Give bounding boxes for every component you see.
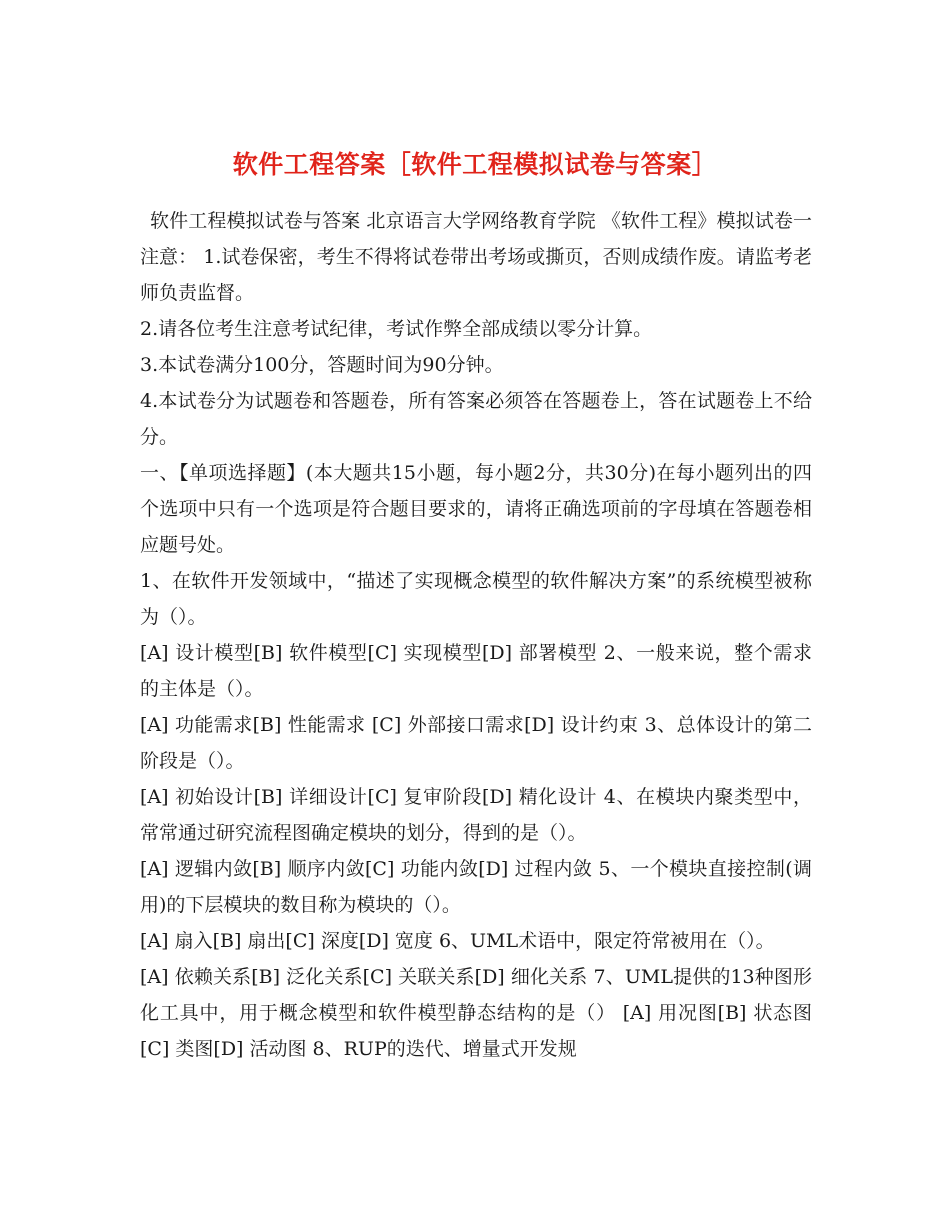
paragraph-rule-2: 2.请各位考生注意考试纪律，考试作弊全部成绩以零分计算。 (140, 318, 653, 340)
document-title: 软件工程答案［软件工程模拟试卷与答案］ (232, 149, 718, 179)
question-1-options: [A] 设计模型[B] 软件模型[C] 实现模型[D] 部署模型 2、一般来说，整个需求的主体是（）。 (140, 642, 812, 700)
question-2-options: [A] 功能需求[B] 性能需求 [C] 外部接口需求[D] 设计约束 3、总体设计的第二阶段是（）。 (140, 714, 812, 772)
paragraph-rule-4: 4.本试卷分为试题卷和答题卷，所有答案必须答在答题卷上，答在试题卷上不给分。 (140, 390, 812, 448)
paragraph-rule-3: 3.本试卷满分100分，答题时间为90分钟。 (140, 354, 504, 376)
paragraph-intro: 软件工程模拟试卷与答案 北京语言大学网络教育学院 《软件工程》模拟试卷一 注意： 1.试卷保密，考生不得将试卷带出考场或撕页，否则成绩作废。请监考老师负责监督。 (140, 210, 812, 304)
question-5-options: [A] 扇入[B] 扇出[C] 深度[D] 宽度 6、UML术语中，限定符常被用在（）。 (140, 930, 775, 952)
question-4-options: [A] 逻辑内敛[B] 顺序内敛[C] 功能内敛[D] 过程内敛 5、一个模块直接控制(调用)的下层模块的数目称为模块的（）。 (140, 858, 812, 916)
question-6-options: [A] 依赖关系[B] 泛化关系[C] 关联关系[D] 细化关系 7、UML提供的13种图形化工具中，用于概念模型和软件模型静态结构的是（） [A] 用况图[B] 状态图[C] 类图[D] 活动图 8、RUP的迭代、增量式开发规 (140, 966, 812, 1060)
question-3-options: [A] 初始设计[B] 详细设计[C] 复审阶段[D] 精化设计 4、在模块内聚类型中，常常通过研究流程图确定模块的划分，得到的是（）。 (140, 786, 812, 844)
section-heading-single-choice: 一、【单项选择题】(本大题共15小题，每小题2分，共30分)在每小题列出的四个选项中只有一个选项是符合题目要求的，请将正确选项前的字母填在答题卷相应题号处。 (140, 462, 812, 556)
question-1: 1、在软件开发领域中，“描述了实现概念模型的软件解决方案”的系统模型被称为（）。 (140, 570, 812, 628)
document-body (140, 203, 812, 1067)
